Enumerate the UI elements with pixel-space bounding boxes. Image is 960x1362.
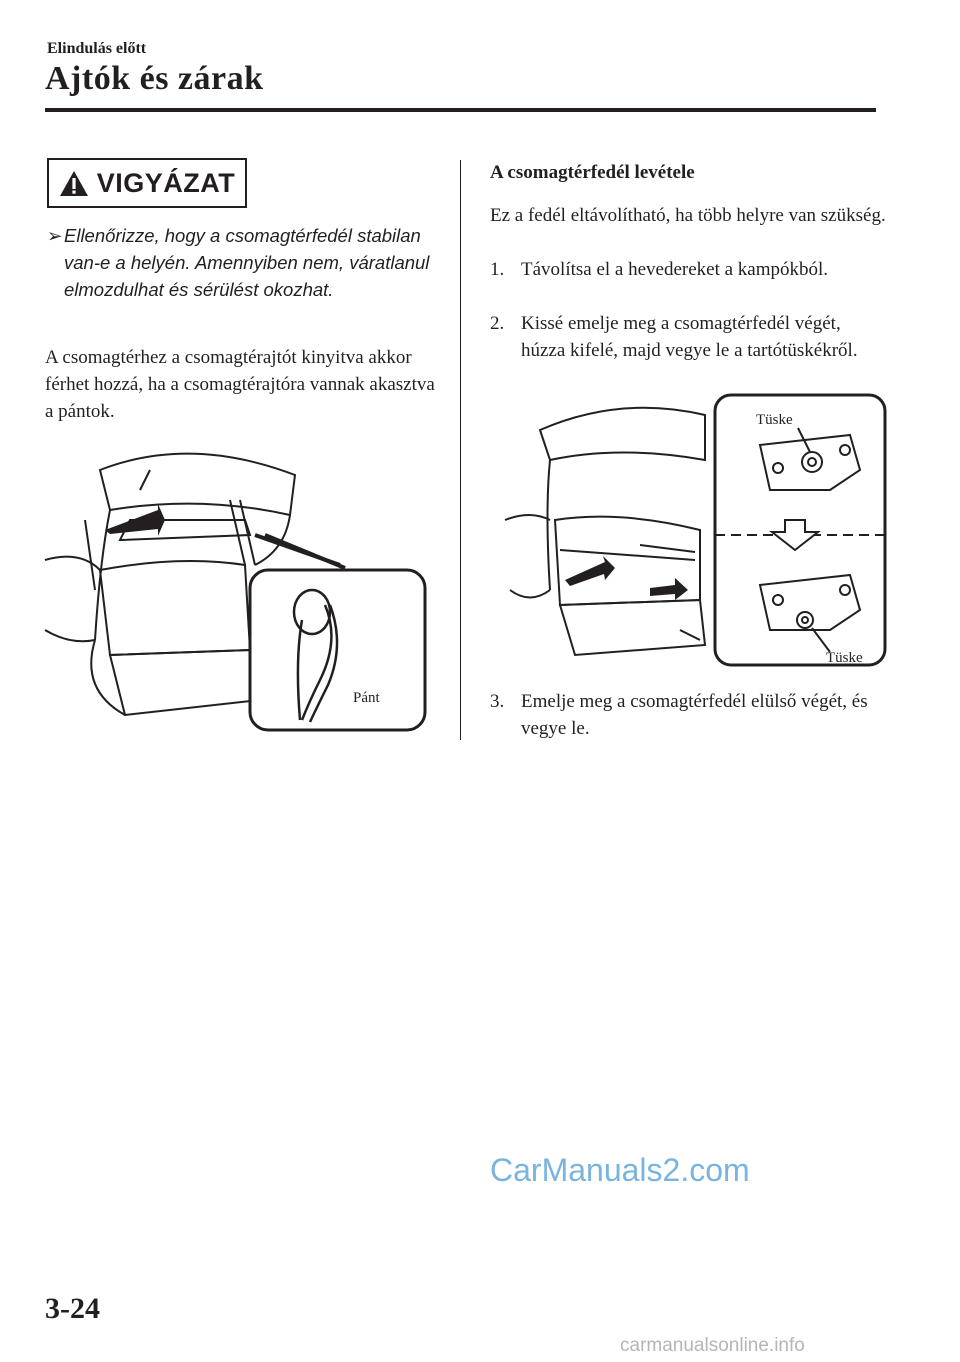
pin-label-bottom: Tüske: [826, 650, 863, 666]
header-rule: [45, 108, 876, 112]
step-text: Távolítsa el a hevedereket a kampókból.: [521, 259, 829, 280]
watermark: CarManuals2.com: [490, 1152, 750, 1188]
step-1: [490, 256, 870, 283]
caution-box: [47, 158, 247, 208]
caution-label: VIGYÁZAT: [96, 167, 236, 198]
caution-text: [47, 222, 437, 303]
step-number: 2.: [490, 313, 505, 334]
section-heading: A csomagtérfedél levétele: [490, 162, 695, 183]
page-title: Ajtók és zárak: [45, 60, 264, 97]
page-number: 3-24: [45, 1292, 100, 1325]
step-number: 1.: [490, 259, 505, 280]
strap-label: Pánt: [353, 690, 380, 706]
access-paragraph: A csomagtérhez a csomagtérajtót kinyitva akkor férhet hozzá, ha a csomagtérajtóra vannak akasztva a pántok.: [45, 347, 435, 422]
step-2: [490, 310, 870, 364]
step-text: Emelje meg a csomagtérfedél elülső végét, és vegye le.: [521, 691, 868, 739]
caution-message: Ellenőrizze, hogy a csomagtérfedél stabilan van-e a helyén. Amennyiben nem, váratlanul elmozdulhat és sérülést okozhat.: [64, 225, 430, 300]
bullet-arrow-icon: ➢: [47, 225, 63, 246]
section-name: Elindulás előtt: [47, 40, 147, 57]
warning-icon: [59, 170, 89, 197]
intro-paragraph: Ez a fedél eltávolítható, ha több helyre van szükség.: [490, 205, 886, 226]
cover-removal-illustration: [500, 390, 890, 675]
pin-label-top: Tüske: [756, 412, 793, 428]
step-number: 3.: [490, 691, 505, 712]
step-3: [490, 688, 870, 742]
step-text: Kissé emelje meg a csomagtérfedél végét, húzza kifelé, majd vegye le a tartótüskékről.: [521, 313, 858, 361]
site-watermark: carmanualsonline.info: [620, 1335, 805, 1356]
column-divider: [460, 160, 461, 740]
